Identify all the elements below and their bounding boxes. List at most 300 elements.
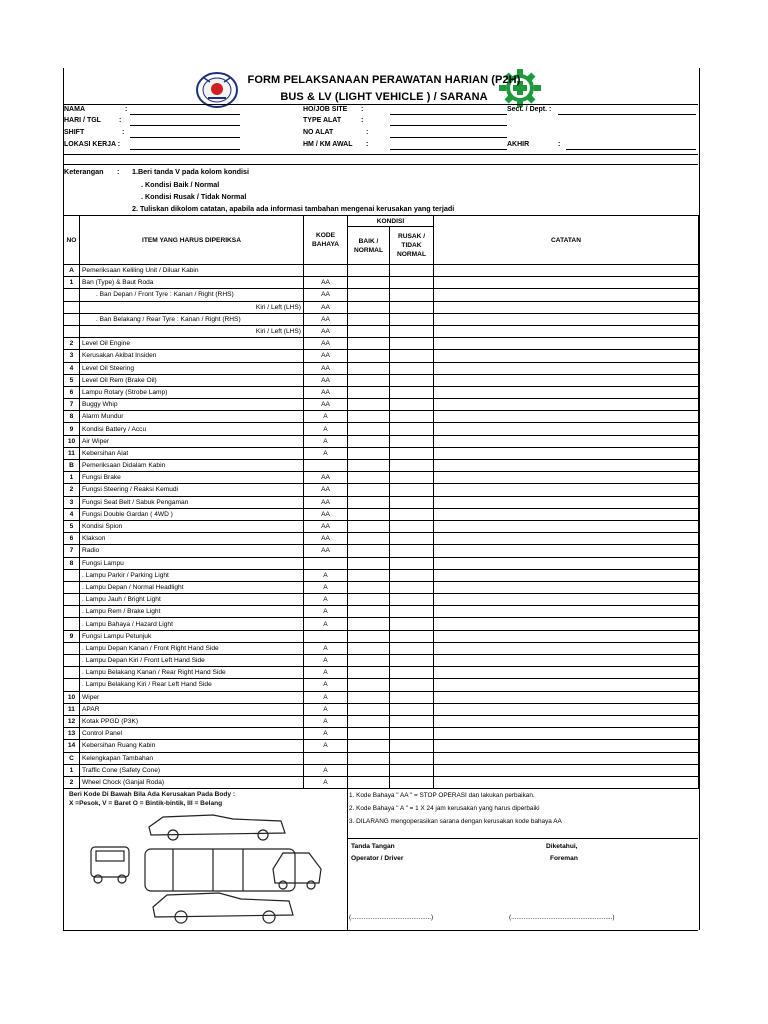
row-no	[64, 301, 80, 313]
row-no: 3	[64, 496, 80, 508]
catatan-field[interactable]	[434, 362, 699, 374]
keterangan-line-4: 2. Tuliskan dikolom catatan, apabila ada informasi tambahan mengenai kerusakan yang terjadi	[132, 204, 455, 213]
form-title: FORM PELAKSANAAN PERAWATAN HARIAN (P2H)	[247, 74, 521, 86]
row-kode-bahaya: AA	[304, 362, 348, 374]
nama-label: NAMA	[64, 106, 85, 113]
catatan-field[interactable]	[434, 618, 699, 630]
table-row	[64, 594, 699, 606]
table-row	[64, 581, 699, 593]
row-no: 9	[64, 630, 80, 642]
colon: :	[119, 117, 122, 124]
rusak-tidak-normal-checkbox[interactable]	[390, 557, 434, 569]
catatan-field[interactable]	[434, 411, 699, 423]
catatan-field[interactable]	[434, 289, 699, 301]
row-item: Fungsi Lampu	[80, 557, 304, 569]
damage-caption: Beri Kode Di Bawah Bila Ada Kerusakan Pada Body :	[69, 791, 236, 798]
rusak-tidak-normal-checkbox[interactable]	[390, 472, 434, 484]
baik-normal-checkbox[interactable]	[348, 776, 390, 788]
table-row	[64, 362, 699, 374]
catatan-field[interactable]	[434, 655, 699, 667]
rusak-tidak-normal-checkbox[interactable]	[390, 277, 434, 289]
row-no: 4	[64, 362, 80, 374]
baik-normal-checkbox[interactable]	[348, 362, 390, 374]
keterangan-label: Keterangan	[64, 167, 104, 176]
row-kode-bahaya: A	[304, 435, 348, 447]
row-kode-bahaya: A	[304, 728, 348, 740]
row-no	[64, 618, 80, 630]
catatan-field[interactable]	[434, 374, 699, 386]
catatan-field[interactable]	[434, 740, 699, 752]
row-kode-bahaya: A	[304, 606, 348, 618]
rusak-tidak-normal-checkbox[interactable]	[390, 642, 434, 654]
row-no	[64, 581, 80, 593]
baik-normal-checkbox[interactable]	[348, 642, 390, 654]
baik-normal-checkbox[interactable]	[348, 655, 390, 667]
row-kode-bahaya: A	[304, 715, 348, 727]
row-kode-bahaya: AA	[304, 484, 348, 496]
rusak-tidak-normal-checkbox[interactable]	[390, 386, 434, 398]
baik-normal-checkbox[interactable]	[348, 338, 390, 350]
rusak-tidak-normal-checkbox[interactable]	[390, 484, 434, 496]
table-row	[64, 447, 699, 459]
row-no: 5	[64, 520, 80, 532]
row-no	[64, 679, 80, 691]
row-no	[64, 313, 80, 325]
rusak-tidak-normal-checkbox[interactable]	[390, 569, 434, 581]
catatan-field[interactable]	[434, 715, 699, 727]
baik-normal-checkbox[interactable]	[348, 411, 390, 423]
table-row	[64, 508, 699, 520]
row-no: 8	[64, 411, 80, 423]
row-kode-bahaya: AA	[304, 386, 348, 398]
tanda-tangan-label: Tanda Tangan	[351, 843, 395, 850]
table-row	[64, 715, 699, 727]
catatan-field[interactable]	[434, 667, 699, 679]
rusak-tidak-normal-checkbox[interactable]	[390, 667, 434, 679]
rusak-tidak-normal-checkbox[interactable]	[390, 423, 434, 435]
table-row	[64, 386, 699, 398]
colon: :	[366, 141, 369, 148]
catatan-field[interactable]	[434, 642, 699, 654]
row-kode-bahaya	[304, 630, 348, 642]
divider	[347, 838, 698, 839]
row-item: Buggy Whip	[80, 399, 304, 411]
type-alat-label: TYPE ALAT	[303, 117, 342, 124]
row-kode-bahaya: A	[304, 703, 348, 715]
rusak-tidak-normal-checkbox[interactable]	[390, 679, 434, 691]
baik-normal-checkbox[interactable]	[348, 423, 390, 435]
rusak-tidak-normal-checkbox[interactable]	[390, 581, 434, 593]
row-item: Kerusakan Akibat Insiden	[80, 350, 304, 362]
row-no: 10	[64, 435, 80, 447]
keterangan-line-1: 1.Beri tanda V pada kolom kondisi	[132, 167, 250, 176]
divider	[63, 104, 698, 105]
row-item: Traffic Cone (Safety Cone)	[80, 764, 304, 776]
catatan-field[interactable]	[434, 399, 699, 411]
catatan-field[interactable]	[434, 533, 699, 545]
row-kode-bahaya: AA	[304, 325, 348, 337]
catatan-field[interactable]	[434, 350, 699, 362]
baik-normal-checkbox[interactable]	[348, 289, 390, 301]
row-no: A	[64, 265, 80, 277]
row-kode-bahaya: A	[304, 411, 348, 423]
baik-normal-checkbox[interactable]	[348, 374, 390, 386]
rusak-tidak-normal-checkbox[interactable]	[390, 338, 434, 350]
table-row	[64, 472, 699, 484]
row-kode-bahaya	[304, 265, 348, 277]
table-row	[64, 752, 699, 764]
svg-text:• • •: • • •	[213, 75, 221, 80]
baik-normal-checkbox[interactable]	[348, 594, 390, 606]
row-kode-bahaya: AA	[304, 374, 348, 386]
row-item: . Ban Belakang / Rear Tyre : Kanan / Right (RHS)	[80, 313, 304, 325]
catatan-field[interactable]	[434, 301, 699, 313]
baik-normal-checkbox[interactable]	[348, 399, 390, 411]
no-alat-label: NO ALAT	[303, 129, 334, 136]
catatan-field[interactable]	[434, 325, 699, 337]
row-item: Level Oil Engine	[80, 338, 304, 350]
baik-normal-checkbox[interactable]	[348, 350, 390, 362]
shift-label: SHIFT	[64, 129, 85, 136]
nama-field[interactable]	[130, 114, 240, 115]
row-item: Kotak PPGD (P3K)	[80, 715, 304, 727]
colon: :	[125, 106, 128, 113]
sect-dept-field[interactable]	[558, 114, 696, 115]
akhir-field[interactable]	[566, 149, 696, 150]
row-kode-bahaya: AA	[304, 520, 348, 532]
row-no: 7	[64, 399, 80, 411]
rusak-tidak-normal-checkbox[interactable]	[390, 533, 434, 545]
no-alat-field[interactable]	[390, 137, 507, 138]
table-row	[64, 460, 699, 472]
rusak-tidak-normal-checkbox[interactable]	[390, 313, 434, 325]
catatan-field[interactable]	[434, 691, 699, 703]
baik-normal-checkbox[interactable]	[348, 764, 390, 776]
catatan-field[interactable]	[434, 545, 699, 557]
catatan-field[interactable]	[434, 557, 699, 569]
inspection-table	[63, 215, 699, 789]
rusak-tidak-normal-checkbox[interactable]	[390, 435, 434, 447]
baik-normal-checkbox[interactable]	[348, 265, 390, 277]
catatan-field[interactable]	[434, 460, 699, 472]
rusak-tidak-normal-checkbox[interactable]	[390, 325, 434, 337]
baik-normal-checkbox[interactable]	[348, 545, 390, 557]
baik-normal-checkbox[interactable]	[348, 679, 390, 691]
rusak-tidak-normal-checkbox[interactable]	[390, 520, 434, 532]
baik-normal-checkbox[interactable]	[348, 630, 390, 642]
row-item: Kiri / Left (LHS)	[80, 301, 304, 313]
catatan-field[interactable]	[434, 265, 699, 277]
type-alat-field[interactable]	[390, 125, 507, 126]
row-item: Alarm Mundur	[80, 411, 304, 423]
table-row	[64, 411, 699, 423]
baik-normal-checkbox[interactable]	[348, 325, 390, 337]
row-item: Control Panel	[80, 728, 304, 740]
catatan-field[interactable]	[434, 594, 699, 606]
code-note-1: 1. Kode Bahaya " AA " = STOP OPERASI dan lakukan perbaikan.	[349, 792, 535, 799]
catatan-field[interactable]	[434, 386, 699, 398]
row-no: 2	[64, 484, 80, 496]
catatan-field[interactable]	[434, 508, 699, 520]
baik-normal-checkbox[interactable]	[348, 557, 390, 569]
row-kode-bahaya: A	[304, 594, 348, 606]
row-item: . Lampu Parkir / Parking Light	[80, 569, 304, 581]
row-item: Lampu Rotary (Strobe Lamp)	[80, 386, 304, 398]
row-no: 11	[64, 447, 80, 459]
inspection-rows	[64, 265, 699, 789]
rusak-tidak-normal-checkbox[interactable]	[390, 618, 434, 630]
row-no: 6	[64, 533, 80, 545]
rusak-tidak-normal-checkbox[interactable]	[390, 301, 434, 313]
row-kode-bahaya: AA	[304, 289, 348, 301]
header-baik-normal: BAIK / NORMAL	[348, 227, 390, 265]
rusak-tidak-normal-checkbox[interactable]	[390, 655, 434, 667]
header-catatan: CATATAN	[434, 216, 699, 265]
catatan-field[interactable]	[434, 520, 699, 532]
rusak-tidak-normal-checkbox[interactable]	[390, 606, 434, 618]
row-kode-bahaya: A	[304, 691, 348, 703]
baik-normal-checkbox[interactable]	[348, 533, 390, 545]
row-no: 5	[64, 374, 80, 386]
catatan-field[interactable]	[434, 728, 699, 740]
row-item: . Lampu Belakang Kanan / Rear Right Hand Side	[80, 667, 304, 679]
hari-tgl-field[interactable]	[130, 125, 240, 126]
rusak-tidak-normal-checkbox[interactable]	[390, 265, 434, 277]
baik-normal-checkbox[interactable]	[348, 472, 390, 484]
rusak-tidak-normal-checkbox[interactable]	[390, 691, 434, 703]
baik-normal-checkbox[interactable]	[348, 277, 390, 289]
operator-driver-label: Operator / Driver	[351, 855, 404, 862]
row-item: Wiper	[80, 691, 304, 703]
diketahui-label: Diketahui,	[546, 843, 578, 850]
row-no	[64, 642, 80, 654]
row-no: 12	[64, 715, 80, 727]
row-kode-bahaya: AA	[304, 472, 348, 484]
rusak-tidak-normal-checkbox[interactable]	[390, 776, 434, 788]
keterangan-line-3: . Kondisi Rusak / Tidak Normal	[141, 192, 247, 201]
akhir-label: AKHIR	[507, 141, 530, 148]
baik-normal-checkbox[interactable]	[348, 728, 390, 740]
rusak-tidak-normal-checkbox[interactable]	[390, 460, 434, 472]
colon: :	[366, 129, 369, 136]
table-row	[64, 569, 699, 581]
row-kode-bahaya: AA	[304, 545, 348, 557]
catatan-field[interactable]	[434, 569, 699, 581]
row-item: Klakson	[80, 533, 304, 545]
table-row	[64, 776, 699, 788]
colon: :	[361, 117, 364, 124]
row-kode-bahaya: A	[304, 764, 348, 776]
row-no: 3	[64, 350, 80, 362]
row-item: Pemeriksaan Didalam Kabin	[80, 460, 304, 472]
table-row	[64, 338, 699, 350]
rusak-tidak-normal-checkbox[interactable]	[390, 447, 434, 459]
row-item: Kondisi Battery / Accu	[80, 423, 304, 435]
rusak-tidak-normal-checkbox[interactable]	[390, 399, 434, 411]
code-note-3: 3. DILARANG mengoperasikan sarana dengan kerusakan kode bahaya AA	[349, 818, 562, 825]
row-kode-bahaya: AA	[304, 496, 348, 508]
catatan-field[interactable]	[434, 338, 699, 350]
table-row	[64, 265, 699, 277]
baik-normal-checkbox[interactable]	[348, 508, 390, 520]
catatan-field[interactable]	[434, 472, 699, 484]
catatan-field[interactable]	[434, 423, 699, 435]
operator-signature-line[interactable]: (.............................................)	[349, 914, 434, 921]
baik-normal-checkbox[interactable]	[348, 703, 390, 715]
ho-jobsite-field[interactable]	[390, 114, 507, 115]
divider	[63, 154, 698, 155]
header-rusak-tidak-normal: RUSAK / TIDAK NORMAL	[390, 227, 434, 265]
row-no: 6	[64, 386, 80, 398]
colon: :	[117, 167, 120, 176]
rusak-tidak-normal-checkbox[interactable]	[390, 703, 434, 715]
catatan-field[interactable]	[434, 277, 699, 289]
catatan-field[interactable]	[434, 764, 699, 776]
table-row	[64, 667, 699, 679]
catatan-field[interactable]	[434, 630, 699, 642]
baik-normal-checkbox[interactable]	[348, 484, 390, 496]
baik-normal-checkbox[interactable]	[348, 460, 390, 472]
baik-normal-checkbox[interactable]	[348, 715, 390, 727]
row-item: . Lampu Belakang Kiri / Rear Left Hand Side	[80, 679, 304, 691]
rusak-tidak-normal-checkbox[interactable]	[390, 508, 434, 520]
row-item: Level Oil Steering	[80, 362, 304, 374]
row-item: Air Wiper	[80, 435, 304, 447]
divider	[63, 930, 698, 931]
hm-km-awal-field[interactable]	[390, 149, 507, 150]
catatan-field[interactable]	[434, 679, 699, 691]
rusak-tidak-normal-checkbox[interactable]	[390, 764, 434, 776]
catatan-field[interactable]	[434, 606, 699, 618]
row-kode-bahaya: AA	[304, 301, 348, 313]
row-no: 14	[64, 740, 80, 752]
baik-normal-checkbox[interactable]	[348, 752, 390, 764]
row-kode-bahaya	[304, 460, 348, 472]
catatan-field[interactable]	[434, 435, 699, 447]
form-subtitle: BUS & LV (LIGHT VEHICLE ) / SARANA	[280, 91, 488, 103]
row-item: Level Oil Rem (Brake Oil)	[80, 374, 304, 386]
row-item: Fungsi Seat Belt / Sabuk Pengaman	[80, 496, 304, 508]
row-item: . Lampu Depan Kiri / Front Left Hand Side	[80, 655, 304, 667]
foreman-signature-line[interactable]: (.........................................................)	[509, 914, 615, 921]
baik-normal-checkbox[interactable]	[348, 447, 390, 459]
header-kode-bahaya: KODE BAHAYA	[304, 216, 348, 265]
rusak-tidak-normal-checkbox[interactable]	[390, 752, 434, 764]
table-row	[64, 691, 699, 703]
baik-normal-checkbox[interactable]	[348, 667, 390, 679]
row-kode-bahaya: A	[304, 581, 348, 593]
row-kode-bahaya: AA	[304, 508, 348, 520]
baik-normal-checkbox[interactable]	[348, 606, 390, 618]
rusak-tidak-normal-checkbox[interactable]	[390, 374, 434, 386]
baik-normal-checkbox[interactable]	[348, 740, 390, 752]
catatan-field[interactable]	[434, 496, 699, 508]
table-row	[64, 277, 699, 289]
shift-field[interactable]	[130, 137, 240, 138]
catatan-field[interactable]	[434, 313, 699, 325]
baik-normal-checkbox[interactable]	[348, 496, 390, 508]
rusak-tidak-normal-checkbox[interactable]	[390, 740, 434, 752]
row-kode-bahaya: A	[304, 423, 348, 435]
table-row	[64, 630, 699, 642]
table-row	[64, 520, 699, 532]
table-row	[64, 350, 699, 362]
baik-normal-checkbox[interactable]	[348, 386, 390, 398]
vehicle-outline-icon[interactable]	[63, 809, 347, 929]
table-row	[64, 703, 699, 715]
table-row	[64, 423, 699, 435]
row-no: 2	[64, 338, 80, 350]
row-item: Fungsi Double Gardan ( 4WD )	[80, 508, 304, 520]
table-row	[64, 496, 699, 508]
rusak-tidak-normal-checkbox[interactable]	[390, 496, 434, 508]
table-row	[64, 740, 699, 752]
baik-normal-checkbox[interactable]	[348, 691, 390, 703]
row-kode-bahaya: A	[304, 642, 348, 654]
catatan-field[interactable]	[434, 581, 699, 593]
table-row	[64, 655, 699, 667]
table-row	[64, 764, 699, 776]
baik-normal-checkbox[interactable]	[348, 435, 390, 447]
baik-normal-checkbox[interactable]	[348, 313, 390, 325]
row-kode-bahaya: A	[304, 447, 348, 459]
damage-legend: X =Pesok, V = Baret O = Bintik-bintik, III = Belang	[69, 800, 223, 807]
baik-normal-checkbox[interactable]	[348, 301, 390, 313]
catatan-field[interactable]	[434, 752, 699, 764]
row-kode-bahaya: A	[304, 569, 348, 581]
sect-dept-label: Sect. / Dept. :	[507, 106, 552, 113]
rusak-tidak-normal-checkbox[interactable]	[390, 362, 434, 374]
row-item: Kondisi Spion	[80, 520, 304, 532]
row-kode-bahaya	[304, 557, 348, 569]
table-row	[64, 606, 699, 618]
lokasi-kerja-field[interactable]	[130, 149, 240, 150]
baik-normal-checkbox[interactable]	[348, 581, 390, 593]
baik-normal-checkbox[interactable]	[348, 520, 390, 532]
rusak-tidak-normal-checkbox[interactable]	[390, 715, 434, 727]
rusak-tidak-normal-checkbox[interactable]	[390, 594, 434, 606]
rusak-tidak-normal-checkbox[interactable]	[390, 630, 434, 642]
row-kode-bahaya: AA	[304, 313, 348, 325]
header-no: NO	[64, 216, 80, 265]
rusak-tidak-normal-checkbox[interactable]	[390, 545, 434, 557]
table-row	[64, 618, 699, 630]
baik-normal-checkbox[interactable]	[348, 618, 390, 630]
baik-normal-checkbox[interactable]	[348, 569, 390, 581]
table-row	[64, 289, 699, 301]
catatan-field[interactable]	[434, 703, 699, 715]
table-row	[64, 301, 699, 313]
rusak-tidak-normal-checkbox[interactable]	[390, 289, 434, 301]
catatan-field[interactable]	[434, 484, 699, 496]
table-row	[64, 435, 699, 447]
hm-km-awal-label: HM / KM AWAL	[303, 141, 353, 148]
rusak-tidak-normal-checkbox[interactable]	[390, 411, 434, 423]
catatan-field[interactable]	[434, 447, 699, 459]
catatan-field[interactable]	[434, 776, 699, 788]
rusak-tidak-normal-checkbox[interactable]	[390, 350, 434, 362]
row-no: 13	[64, 728, 80, 740]
row-kode-bahaya: A	[304, 740, 348, 752]
table-row	[64, 399, 699, 411]
rusak-tidak-normal-checkbox[interactable]	[390, 728, 434, 740]
colon: :	[361, 106, 364, 113]
foreman-label: Foreman	[550, 855, 578, 862]
header-item: ITEM YANG HARUS DIPERIKSA	[80, 216, 304, 265]
row-no: 11	[64, 703, 80, 715]
row-item: Fungsi Brake	[80, 472, 304, 484]
code-note-2: 2. Kode Bahaya " A " = 1 X 24 jam kerusakan yang harus diperbaiki	[349, 805, 540, 812]
